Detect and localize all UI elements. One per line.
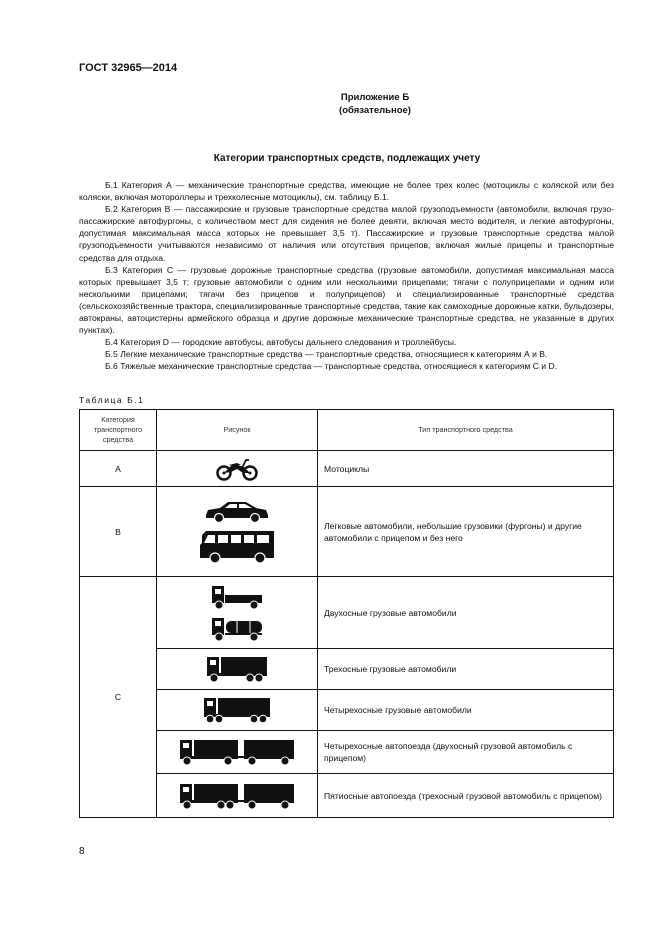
picture-cell (157, 577, 318, 649)
annex-status: (обязательное) (339, 105, 411, 116)
table-row (80, 774, 614, 818)
paragraph-b3: Б.3 Категория С — грузовые дорожные транспортные средства (грузовые автомобили, допустимая максимальная масса которых превышает 3,5 т; грузовые автомобили с одним или несколькими прицепами; тягачи с полуприцепами и одним или несколькими прицепами; тягачи без прицепов и полуприцепов) и специализированные транспортные средства (сельскохозяйственные трактора, специализированные транспортные средства, такие как самоходные дорожные катки, бульдозеры, автокраны, автоцистерны армейского образца и другие дорожные механические транспортные средства, не указанные в других пунктах). (79, 264, 614, 336)
flatbed-truck-icon (210, 584, 264, 610)
type-cell: Четырехосные автопоезда (двухосный грузовой автомобиль с прицепом) (318, 731, 614, 774)
type-cell: Трехосные грузовые автомобили (318, 649, 614, 690)
van-icon (198, 529, 276, 565)
page-number: 8 (79, 846, 85, 857)
paragraph-b5: Б.5 Легкие механические транспортные средства — транспортные средства, относящиеся к категориям А и В. (105, 349, 548, 360)
annex-heading (280, 91, 470, 117)
tank-truck-icon (210, 616, 264, 642)
type-cell: Мотоциклы (318, 451, 614, 487)
motorcycle-icon (215, 457, 259, 481)
header-type: Тип транспортного средства (318, 410, 614, 451)
table-header-row (80, 410, 614, 451)
picture-cell (157, 487, 318, 577)
three-axle-truck-icon (205, 655, 269, 683)
type-cell: Пятиосные автопоезда (трехосный грузовой автомобиль с прицепом) (318, 774, 614, 818)
table-row (80, 690, 614, 731)
body-text (79, 179, 614, 373)
picture-cell (157, 451, 318, 487)
road-train-five-axle-icon (178, 782, 296, 810)
table-row (80, 649, 614, 690)
paragraph-b2: Б.2 Категория В — пассажирские и грузовые транспортные средства малой грузоподъемности (автомобили, включая грузо-пассажирские автофургоны, с количеством мест для сидения не более девяти, включая место водителя, и легкие автофургоны, допустимая максимальная масса которых не превышает 3,5 т). Пассажирские и грузовые транспортные средства малой грузоподъемности учитываются независимо от наличия или отсутствия прицепов, включая жилые прицепы и транспортные средства для отдыха. (79, 204, 614, 263)
paragraph-b1: Б.1 Категория А — механические транспортные средства, имеющие не более трех колес (мотоциклы с коляской или без коляски, включая мотороллеры и трехколесные мотоциклы), см. таблицу Б.1. (79, 180, 614, 203)
picture-cell (157, 690, 318, 731)
table-row (80, 577, 614, 649)
table-row (80, 731, 614, 774)
four-axle-truck-icon (202, 696, 272, 724)
picture-cell (157, 731, 318, 774)
type-cell: Легковые автомобили, небольшие грузовики (фургоны) и другие автомобили с прицепом и без него (318, 487, 614, 577)
paragraph-b4: Б.4 Категория D — городские автобусы, автобусы дальнего следования и троллейбусы. (105, 337, 457, 348)
header-picture: Рисунок (157, 410, 318, 451)
table-row (80, 487, 614, 577)
table-row (80, 451, 614, 487)
sedan-car-icon (204, 499, 270, 523)
annex-title: Приложение Б (340, 92, 410, 103)
category-cell: B (80, 487, 157, 577)
paragraph-b6: Б.6 Тяжелые механические транспортные средства — транспортные средства, относящиеся к категориям С и D. (105, 361, 558, 372)
picture-cell (157, 649, 318, 690)
picture-cell (157, 774, 318, 818)
type-cell: Двухосные грузовые автомобили (318, 577, 614, 649)
type-cell: Четырехосные грузовые автомобили (318, 690, 614, 731)
header-category: Категория транспортного средства (80, 410, 157, 451)
vehicle-categories-table (79, 409, 614, 818)
category-cell: A (80, 451, 157, 487)
table-caption: Таблица Б.1 (79, 395, 145, 405)
category-cell: C (80, 577, 157, 818)
document-code: ГОСТ 32965—2014 (79, 62, 178, 74)
section-title: Категории транспортных средств, подлежащих учету (213, 153, 481, 164)
road-train-four-axle-icon (178, 738, 296, 766)
